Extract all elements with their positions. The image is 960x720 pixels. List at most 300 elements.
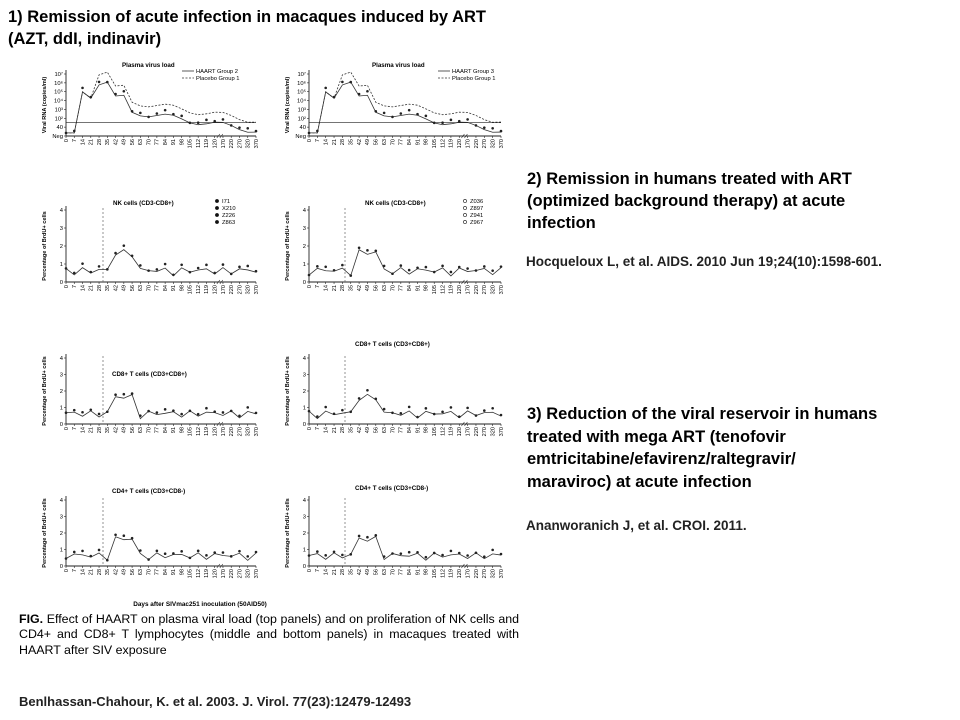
panel-title: Plasma virus load [122,62,175,69]
data-point [131,255,134,258]
data-point [324,554,327,557]
x-tick-label: 77 [154,139,161,146]
x-tick-label: 14 [323,569,330,576]
data-point [213,551,216,554]
y-axis-label: Viral RNA (copies/ml) [285,76,291,134]
data-point [349,553,352,556]
x-tick-label: 63 [138,427,145,434]
x-tick-label: 7 [315,427,322,431]
data-point [374,250,377,253]
data-point [147,558,150,561]
y-tick-label: 10⁵ [297,89,306,96]
x-tick-label: 42 [113,139,120,146]
data-point [230,555,233,558]
x-tick-label: 70 [146,427,153,434]
data-point [123,244,126,247]
x-tick-label: 28 [96,139,103,146]
data-point [106,268,109,271]
data-point [123,534,126,537]
heading-line: 1) Remission of acute infection in macaques induced by ART [8,8,486,26]
data-point [341,409,344,412]
reference-benlhassan: Benlhassan-Chahour, K. et al. 2003. J. Virol. 77(23):12479-12493 [19,694,412,709]
x-tick-label: 98 [423,139,430,146]
data-point [441,265,444,268]
data-point [324,406,327,409]
x-tick-label: 370 [253,139,260,149]
x-tick-label: 220 [473,139,480,149]
caption-label: FIG. [19,612,44,626]
x-tick-label: 56 [373,139,380,146]
x-tick-label: 270 [237,285,244,295]
x-tick-label: 105 [187,569,194,579]
data-point [416,551,419,554]
data-point [246,406,249,409]
data-point [366,536,369,539]
data-point [308,274,311,277]
y-tick-label: 3 [59,372,63,379]
y-tick-label: 3 [302,514,306,521]
y-tick-label: 4 [59,356,63,362]
data-point [139,549,142,552]
data-point [408,406,411,409]
x-tick-label: 119 [448,427,455,436]
y-tick-label: 4 [302,208,306,214]
x-tick-label: 42 [356,285,363,292]
data-point [475,414,478,417]
x-tick-label: 77 [398,427,405,434]
data-point [400,264,403,267]
data-point [441,554,444,557]
legend-marker [463,220,466,223]
x-tick-label: 320 [245,139,252,149]
data-point [172,552,175,555]
x-tick-label: 21 [88,569,95,576]
x-tick-label: 105 [432,569,439,579]
data-point [491,407,494,410]
x-tick-label: 320 [245,569,252,579]
x-tick-label: 49 [365,139,372,146]
data-point [81,411,84,414]
data-point [308,554,311,557]
data-point [358,246,361,249]
x-tick-label: 120 [212,285,219,295]
data-point [374,398,377,401]
data-point [73,130,76,133]
data-point [341,264,344,267]
heading-line: 3) Reduction of the viral reservoir in humans [527,405,878,423]
data-point [222,263,225,266]
y-tick-label: 10⁴ [297,98,306,105]
x-tick-label: 77 [154,569,161,576]
series-line [309,250,501,276]
x-tick-label: 14 [323,427,330,434]
data-point [98,81,101,84]
data-point [65,411,68,414]
data-point [324,265,327,268]
x-tick-label: 63 [138,285,145,292]
x-tick-label: 220 [229,139,236,149]
data-point [366,389,369,392]
x-tick-label: 98 [423,569,430,576]
x-tick-label: 98 [179,427,186,434]
data-point [197,413,200,416]
heading-line: 2) Remission in humans treated with ART [527,170,852,188]
data-point [500,130,503,133]
data-point [433,122,436,125]
x-tick-label: 170 [465,569,472,579]
data-point [416,266,419,269]
heading-viral-reservoir [527,403,947,493]
data-point [374,110,377,113]
data-point [238,266,241,269]
series-line [66,537,256,561]
data-point [114,93,117,96]
data-point [475,124,478,127]
x-tick-label: 28 [340,285,347,292]
data-point [189,557,192,560]
x-tick-label: 84 [406,427,413,434]
y-tick-label: 3 [59,514,63,521]
x-tick-label: 170 [220,285,227,295]
data-point [458,120,461,123]
x-tick-label: 370 [498,285,505,295]
x-tick-label: 49 [121,285,128,292]
y-tick-label: 10⁶ [297,80,306,87]
x-tick-label: 42 [356,139,363,146]
x-tick-label: 270 [482,285,489,295]
x-tick-label: 0 [63,139,70,143]
data-point [139,264,142,267]
x-tick-label: 49 [365,427,372,434]
data-point [255,270,258,273]
data-point [114,533,117,536]
y-tick-label: 2 [302,244,306,250]
data-point [238,126,241,129]
data-point [197,267,200,270]
data-point [466,267,469,270]
data-point [139,112,142,115]
legend-label: Z897 [470,206,484,212]
data-point [391,116,394,119]
data-point [450,271,453,274]
legend-marker [215,220,218,223]
data-point [400,112,403,115]
x-tick-label: 120 [457,569,464,579]
data-point [458,266,461,269]
x-tick-label: 56 [373,569,380,576]
x-tick-label: 84 [162,427,169,434]
x-tick-label: 98 [423,285,430,292]
y-tick-label: 2 [302,531,306,537]
heading-line: maraviroc) at acute infection [527,472,752,491]
x-tick-label: 119 [204,427,211,436]
x-tick-label: 28 [96,427,103,434]
data-point [255,130,258,133]
x-tick-label: 28 [340,139,347,146]
data-point [383,555,386,558]
panel-title: CD8+ T cells (CD3+CD8+) [112,371,187,378]
data-point [189,410,192,413]
reference-hocqueloux: Hocqueloux L, et al. AIDS. 2010 Jun 19;24(10):1598-601. [526,254,882,269]
data-point [416,416,419,419]
y-tick-label: 1 [59,405,63,412]
data-point [222,551,225,554]
data-point [123,90,126,93]
heading-line: treated with mega ART (tenofovir [527,427,786,446]
y-tick-label: 10³ [54,107,63,114]
data-point [391,552,394,555]
x-tick-label: 98 [423,427,430,434]
x-tick-label: 7 [72,139,79,143]
data-point [341,554,344,557]
data-point [81,262,84,265]
x-tick-label: 84 [406,569,413,576]
data-point [89,271,92,274]
y-tick-label: 4 [59,498,63,504]
x-tick-label: 112 [195,139,202,148]
x-tick-label: 120 [212,139,219,149]
x-tick-label: 70 [390,139,397,146]
data-point [189,122,192,125]
data-point [349,410,352,413]
x-tick-label: 170 [465,139,472,149]
x-tick-label: 14 [323,285,330,292]
data-point [213,272,216,275]
x-tick-label: 112 [195,427,202,436]
x-tick-label: 70 [146,139,153,146]
y-tick-label: Neg [52,134,63,140]
data-point [65,557,68,560]
panel-title: Plasma virus load [372,62,425,69]
heading-line: (optimized background therapy) at acute [527,192,846,210]
x-tick-label: 320 [490,285,497,295]
x-tick-label: 7 [315,285,322,289]
x-tick-label: 119 [204,569,211,578]
data-point [433,413,436,416]
y-axis-label: Percentage of BrdU+ cells [285,498,291,568]
data-point [246,265,249,268]
x-tick-label: 56 [129,139,136,146]
x-tick-label: 91 [415,569,422,576]
x-tick-label: 77 [154,427,161,434]
x-tick-label: 70 [390,569,397,576]
x-tick-label: 105 [187,285,194,295]
x-tick-label: 63 [381,427,388,434]
data-point [156,550,159,553]
y-tick-label: 0 [59,280,63,286]
data-point [73,272,76,275]
legend-label: HAART Group 3 [452,69,494,75]
x-tick-label: 35 [348,569,355,576]
legend-label: Z226 [222,213,236,219]
x-tick-label: 320 [490,139,497,149]
x-tick-label: 0 [306,427,313,431]
x-tick-label: 63 [381,569,388,576]
reference-ananworanich: Ananworanich J, et al. CROI. 2011. [526,518,747,533]
x-tick-label: 270 [237,569,244,579]
x-tick-label: 7 [315,139,322,143]
data-point [500,414,503,417]
x-tick-label: 70 [146,569,153,576]
series-line [309,394,501,418]
legend-label: Z967 [470,220,484,226]
x-tick-label: 14 [323,139,330,146]
data-point [81,550,84,553]
x-tick-label: 370 [498,569,505,579]
series-line [309,536,501,560]
data-point [213,410,216,413]
data-point [230,410,233,413]
x-tick-label: 84 [406,285,413,292]
series-line [66,82,256,133]
data-point [491,127,494,130]
x-tick-label: 70 [390,285,397,292]
x-tick-label: 14 [80,569,87,576]
x-tick-label: 320 [490,427,497,437]
y-tick-label: 0 [59,564,63,570]
x-tick-label: 91 [171,427,178,434]
figure-panels [0,0,520,610]
data-point [106,559,109,562]
x-tick-label: 112 [195,285,202,294]
x-tick-label: 28 [340,569,347,576]
data-point [156,112,159,115]
x-tick-label: 119 [448,139,455,148]
data-point [466,554,469,557]
y-axis-label: Percentage of BrdU+ cells [285,356,291,426]
x-tick-label: 91 [415,427,422,434]
data-point [383,408,386,411]
x-tick-label: 49 [365,285,372,292]
data-point [147,410,150,413]
data-point [333,96,336,99]
data-point [408,109,411,112]
x-tick-label: 105 [187,427,194,437]
x-tick-label: 220 [229,569,236,579]
legend-marker [215,206,218,209]
data-point [466,118,469,121]
heading-line: infection [527,214,596,232]
data-point [483,126,486,129]
x-tick-label: 120 [457,139,464,149]
data-point [349,274,352,277]
data-point [213,120,216,123]
x-tick-label: 35 [105,427,112,434]
x-tick-label: 270 [482,569,489,579]
data-point [131,110,134,113]
y-tick-label: 10⁵ [54,89,63,96]
legend-label: Placebo Group 1 [196,76,240,82]
data-point [89,409,92,412]
data-point [308,132,311,135]
x-tick-label: 105 [432,139,439,149]
data-point [391,411,394,414]
y-axis-label: Viral RNA (copies/ml) [42,76,48,134]
x-tick-label: 98 [179,285,186,292]
y-tick-label: 1 [59,547,63,554]
x-tick-label: 91 [171,285,178,292]
data-point [246,127,249,130]
caption-text: Effect of HAART on plasma viral load (top panels) and on proliferation of NK cells and CD4+ and CD8+ T lymphocytes (middle and bottom panels) in macaques treated with HAART after SIV exposure [19,612,519,657]
x-tick-label: 56 [129,569,136,576]
data-point [483,555,486,558]
y-tick-label: 4 [302,356,306,362]
data-point [483,265,486,268]
y-axis-label: Percentage of BrdU+ cells [42,211,48,281]
x-tick-label: 70 [390,427,397,434]
data-point [333,412,336,415]
series-line [66,395,256,419]
y-tick-label: 1 [302,547,306,554]
x-tick-label: 14 [80,139,87,146]
x-tick-label: 270 [482,139,489,149]
y-tick-label: 2 [59,244,63,250]
x-tick-label: 84 [406,139,413,146]
data-point [458,415,461,418]
x-tick-label: 220 [473,569,480,579]
legend-label: Z036 [470,199,484,205]
x-tick-label: 63 [381,285,388,292]
x-tick-label: 220 [473,285,480,295]
x-tick-label: 77 [398,569,405,576]
x-tick-label: 77 [398,139,405,146]
data-point [222,118,225,121]
data-point [230,273,233,276]
data-point [164,552,167,555]
data-point [114,393,117,396]
data-point [425,115,428,118]
x-tick-label: 119 [204,139,211,148]
x-tick-label: 42 [113,285,120,292]
y-tick-label: 10⁴ [54,98,63,105]
data-point [450,406,453,409]
data-point [425,266,428,269]
y-tick-label: 10⁷ [297,72,306,78]
data-point [131,392,134,395]
data-point [358,93,361,96]
x-tick-label: 0 [63,285,70,289]
data-point [255,412,258,415]
x-tick-label: 7 [72,427,79,431]
x-tick-label: 0 [63,427,70,431]
x-tick-label: 42 [113,427,120,434]
x-tick-label: 0 [306,139,313,143]
x-tick-label: 28 [96,285,103,292]
x-axis-title: Days after SIVmac251 inoculation (50AID50) [133,601,267,608]
data-point [400,552,403,555]
x-tick-label: 112 [440,139,447,148]
x-tick-label: 21 [331,569,338,576]
x-tick-label: 91 [171,139,178,146]
x-tick-label: 70 [146,285,153,292]
x-tick-label: 77 [398,285,405,292]
data-point [316,550,319,553]
x-tick-label: 170 [220,427,227,437]
y-tick-label: 40 [56,125,63,132]
y-tick-label: 1 [302,405,306,412]
data-point [98,413,101,416]
series-line [309,82,501,133]
x-tick-label: 270 [237,427,244,437]
x-tick-label: 35 [105,139,112,146]
x-tick-label: 320 [245,427,252,437]
x-tick-label: 42 [113,569,120,576]
x-tick-label: 119 [448,569,455,578]
x-tick-label: 21 [88,285,95,292]
x-tick-label: 35 [348,139,355,146]
x-tick-label: 35 [105,285,112,292]
x-tick-label: 28 [340,427,347,434]
